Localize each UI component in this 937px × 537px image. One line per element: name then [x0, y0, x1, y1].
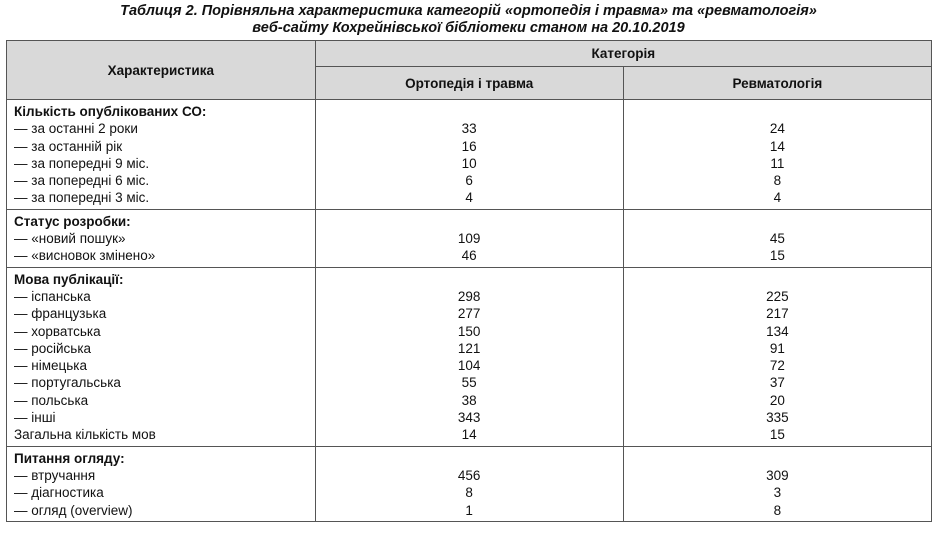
table-section [7, 446, 932, 521]
row-label: — втручання [14, 467, 96, 483]
row-label: — португальська [14, 375, 121, 391]
row-label: — «висновок змінено» [14, 248, 156, 264]
table-section [7, 267, 932, 446]
rheumatology-value: 134 [766, 323, 789, 339]
section-orthopedics-values [315, 446, 623, 521]
orthopedics-value: 38 [461, 392, 477, 408]
header-category: Категорія [315, 41, 931, 67]
orthopedics-value: 150 [457, 323, 481, 339]
row-label: — діагностика [14, 485, 104, 501]
section-labels [7, 100, 316, 210]
rheumatology-value: 20 [769, 392, 785, 408]
spacer [316, 271, 623, 288]
row-label: — за останній рік [14, 138, 123, 154]
header-characteristic: Характеристика [7, 41, 316, 100]
orthopedics-value: 55 [461, 375, 477, 391]
row-label: — німецька [14, 358, 87, 374]
orthopedics-value: 8 [465, 485, 473, 501]
row-label: — огляд (overview) [14, 502, 133, 518]
orthopedics-value: 456 [457, 467, 481, 483]
rheumatology-value: 15 [769, 248, 785, 264]
table-caption [0, 0, 937, 37]
caption-line-2: веб-сайту Кохрейнівської бібліотеки станом на 20.10.2019 [252, 20, 685, 36]
orthopedics-value: 277 [457, 306, 481, 322]
row-label: — іспанська [14, 288, 91, 304]
section-labels [7, 446, 316, 521]
rheumatology-value: 37 [769, 375, 785, 391]
orthopedics-value: 104 [457, 358, 481, 374]
orthopedics-value: 298 [457, 288, 481, 304]
section-rheumatology-values [623, 267, 931, 446]
row-label: — інші [14, 410, 56, 426]
rheumatology-value: 225 [766, 288, 789, 304]
orthopedics-value: 343 [457, 410, 481, 426]
row-label: — за останні 2 роки [14, 121, 138, 137]
rheumatology-value: 15 [769, 427, 785, 443]
rheumatology-value: 8 [773, 502, 782, 518]
orthopedics-value: 16 [461, 138, 477, 154]
spacer [624, 213, 931, 230]
rheumatology-value: 3 [773, 485, 782, 501]
comparison-table [6, 40, 932, 522]
spacer [316, 213, 623, 230]
row-label: — польська [14, 392, 89, 408]
table-section [7, 100, 932, 210]
section-orthopedics-values [315, 100, 623, 210]
orthopedics-value: 109 [457, 231, 481, 247]
spacer [624, 103, 931, 120]
section-labels [7, 209, 316, 267]
section-orthopedics-values [315, 209, 623, 267]
header-orthopedics: Ортопедія і травма [315, 67, 623, 100]
section-title: Питання огляду: [14, 450, 125, 466]
section-labels [7, 267, 316, 446]
section-rheumatology-values [623, 209, 931, 267]
orthopedics-value: 6 [465, 173, 473, 189]
section-orthopedics-values [315, 267, 623, 446]
spacer [624, 271, 931, 288]
spacer [624, 450, 931, 467]
header-row-1 [7, 41, 932, 67]
rheumatology-value: 217 [766, 306, 789, 322]
rheumatology-value: 72 [769, 358, 785, 374]
rheumatology-value: 335 [766, 410, 789, 426]
orthopedics-value: 33 [461, 121, 477, 137]
section-rheumatology-values [623, 446, 931, 521]
section-rheumatology-values [623, 100, 931, 210]
rheumatology-value: 11 [770, 155, 785, 171]
rheumatology-value: 14 [769, 138, 785, 154]
section-title: Мова публікації: [14, 271, 124, 287]
row-label: — російська [14, 340, 92, 356]
row-label: — за попередні 3 міс. [14, 190, 150, 206]
orthopedics-value: 4 [465, 190, 473, 206]
table-section [7, 209, 932, 267]
section-title: Кількість опублікованих СО: [14, 104, 207, 119]
orthopedics-value: 14 [461, 427, 477, 443]
rheumatology-value: 24 [769, 121, 785, 137]
section-title: Статус розробки: [14, 213, 131, 229]
header-rheumatology: Ревматологія [623, 67, 931, 100]
row-label: — «новий пошук» [14, 231, 126, 247]
caption-line-1: Таблиця 2. Порівняльна характеристика категорій «ортопедія і травма» та «ревматологія» [120, 3, 817, 19]
rheumatology-value: 45 [769, 231, 785, 247]
rheumatology-value: 91 [769, 340, 785, 356]
row-label: — за попередні 9 міс. [14, 155, 150, 171]
row-label: — французька [14, 306, 107, 322]
rheumatology-value: 8 [773, 173, 782, 189]
spacer [316, 103, 623, 120]
spacer [316, 450, 623, 467]
row-label: — хорватська [14, 323, 101, 339]
rheumatology-value: 4 [773, 190, 782, 206]
row-label: — за попередні 6 міс. [14, 173, 150, 189]
row-label: Загальна кількість мов [14, 427, 156, 443]
rheumatology-value: 309 [766, 467, 789, 483]
orthopedics-value: 121 [457, 340, 481, 356]
orthopedics-value: 46 [461, 248, 477, 264]
orthopedics-value: 1 [465, 502, 473, 518]
orthopedics-value: 10 [461, 155, 477, 171]
